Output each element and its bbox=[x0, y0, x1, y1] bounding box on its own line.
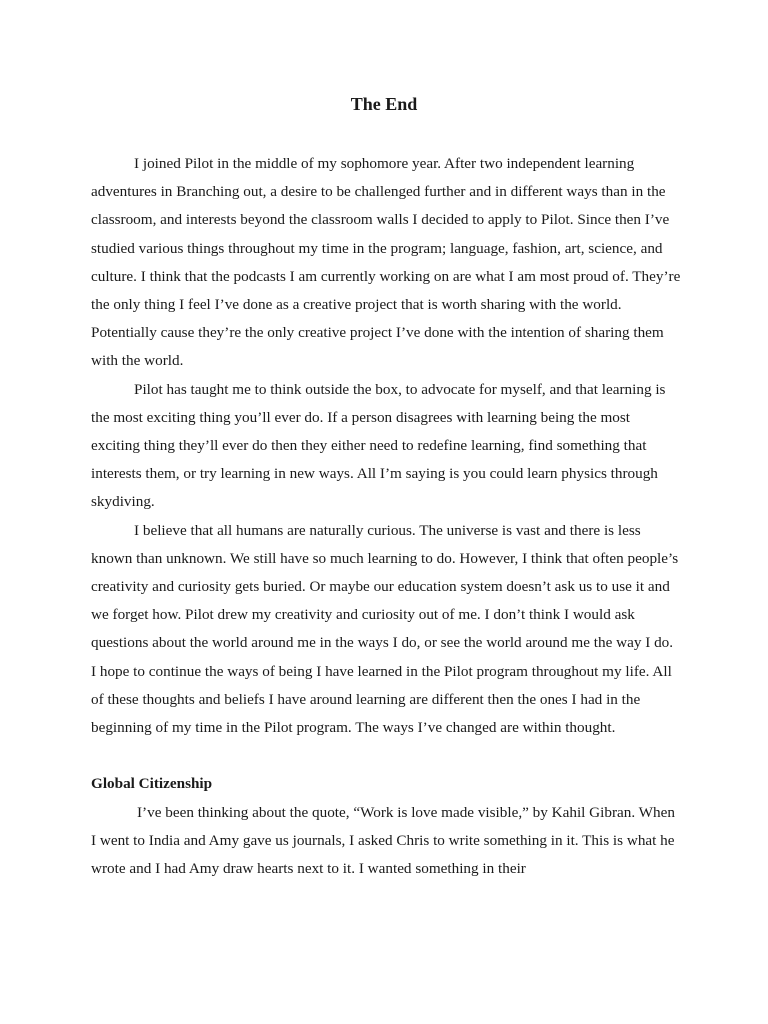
section-heading-global-citizenship: Global Citizenship bbox=[91, 775, 213, 793]
paragraph-curiosity: I believe that all humans are naturally curious. The universe is vast and there is less known than unknown. We still have so much learning to do. However, I think that often people’s creativity and curiosity gets buried. Or maybe our education system doesn’t ask us to use it and we forget how. Pilot drew my creativity and curiosity out of me. I don’t think I would ask questions about the world around me in the ways I do, or see the world around me the way I do. I hope to continue the ways of being I have learned in the Pilot program throughout my life. All of these thoughts and beliefs I have around learning are different then the ones I had in the beginning of my time in the Pilot program. The ways I’ve changed are within thought. bbox=[91, 521, 679, 737]
paragraph-pilot-intro: I joined Pilot in the middle of my sophomore year. After two independent learning adventures in Branching out, a desire to be challenged further and in different ways than in the classroom, and interests beyond the classroom walls I decided to apply to Pilot. Since then I’ve studied various things throughout my time in the program; language, fashion, art, science, and culture. I think that the podcasts I am currently working on are what I am most proud of. They’re the only thing I feel I’ve done as a creative project that is worth sharing with the world. Potentially cause they’re the only creative project I’ve done with the intention of sharing them with the world. bbox=[91, 155, 681, 370]
document-body bbox=[91, 150, 681, 883]
paragraph-pilot-lessons: Pilot has taught me to think outside the box, to advocate for myself, and that learning is the most exciting thing you’ll ever do. If a person disagrees with learning being the most exciting thing they’ll ever do then they either need to redefine learning, find something that interests them, or try learning in new ways. All I’m saying is you could learn physics through skydiving. bbox=[91, 380, 666, 511]
paragraph-global-citizenship: I’ve been thinking about the quote, “Work is love made visible,” by Kahil Gibran. When I went to India and Amy gave us journals, I asked Chris to write something in it. This is what he wrote and I had Amy draw hearts next to it. I wanted something in their bbox=[91, 803, 675, 878]
page-title: The End bbox=[350, 94, 418, 114]
